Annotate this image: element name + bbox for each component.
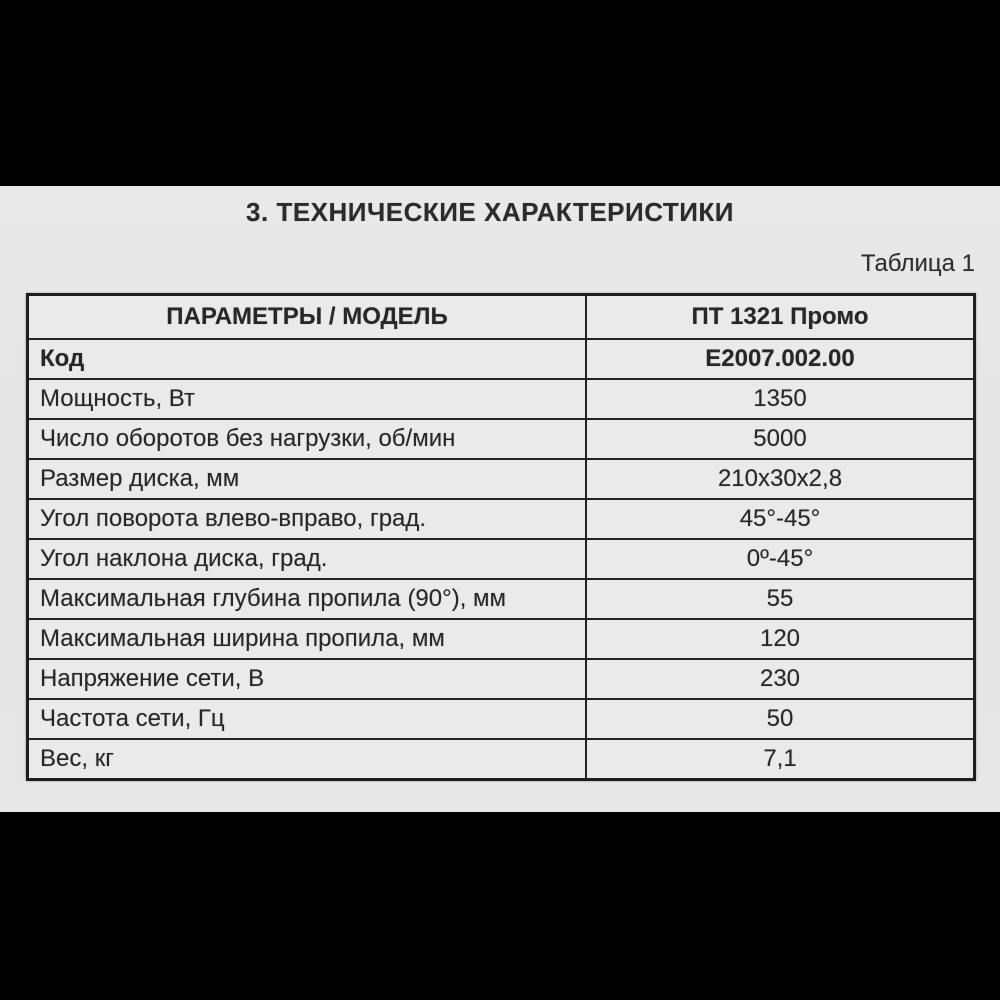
- value-cell: 120: [759, 625, 801, 652]
- param-cell: Частота сети, Гц: [29, 700, 587, 738]
- value-cell: 50: [766, 705, 794, 732]
- value-cell: 1350: [753, 385, 807, 412]
- table-body: [29, 338, 973, 778]
- table-row: [29, 578, 973, 618]
- table-caption: Таблица 1: [860, 250, 975, 277]
- param-cell: Мощность, Вт: [29, 380, 587, 418]
- table-row: [29, 698, 973, 738]
- param-cell: Максимальная глубина пропила (90°), мм: [29, 580, 587, 618]
- value-cell: 210х30х2,8: [717, 465, 843, 492]
- table-row: [29, 658, 973, 698]
- spec-table: [26, 293, 976, 781]
- param-cell: Напряжение сети, В: [29, 660, 587, 698]
- value-cell: 5000: [753, 425, 807, 452]
- manual-page: [0, 186, 1000, 812]
- table-row: [29, 418, 973, 458]
- header-cell-parameters: ПАРАМЕТРЫ / МОДЕЛЬ: [29, 296, 587, 338]
- param-cell: Число оборотов без нагрузки, об/мин: [29, 420, 587, 458]
- letterbox-top: [0, 0, 1000, 186]
- table-row: [29, 338, 973, 378]
- value-cell: 230: [759, 665, 801, 692]
- value-cell: 55: [766, 585, 794, 612]
- table-row: [29, 498, 973, 538]
- param-cell: Размер диска, мм: [29, 460, 587, 498]
- param-cell: Код: [29, 340, 587, 378]
- table-row: [29, 378, 973, 418]
- param-cell: Угол поворота влево-вправо, град.: [29, 500, 587, 538]
- value-cell: 0º-45°: [746, 545, 814, 572]
- header-cell-model: ПТ 1321 Промо: [691, 303, 869, 330]
- value-cell: 7,1: [763, 745, 797, 772]
- param-cell: Максимальная ширина пропила, мм: [29, 620, 587, 658]
- value-cell: 45°-45°: [739, 505, 821, 532]
- param-cell: Вес, кг: [29, 740, 587, 778]
- table-header-row: [29, 296, 973, 338]
- param-cell: Угол наклона диска, град.: [29, 540, 587, 578]
- table-row: [29, 738, 973, 778]
- table-row: [29, 538, 973, 578]
- table-row: [29, 618, 973, 658]
- letterbox-bottom: [0, 812, 1000, 1000]
- section-title: 3. ТЕХНИЧЕСКИЕ ХАРАКТЕРИСТИКИ: [246, 197, 734, 227]
- table-row: [29, 458, 973, 498]
- value-cell: Е2007.002.00: [705, 345, 855, 372]
